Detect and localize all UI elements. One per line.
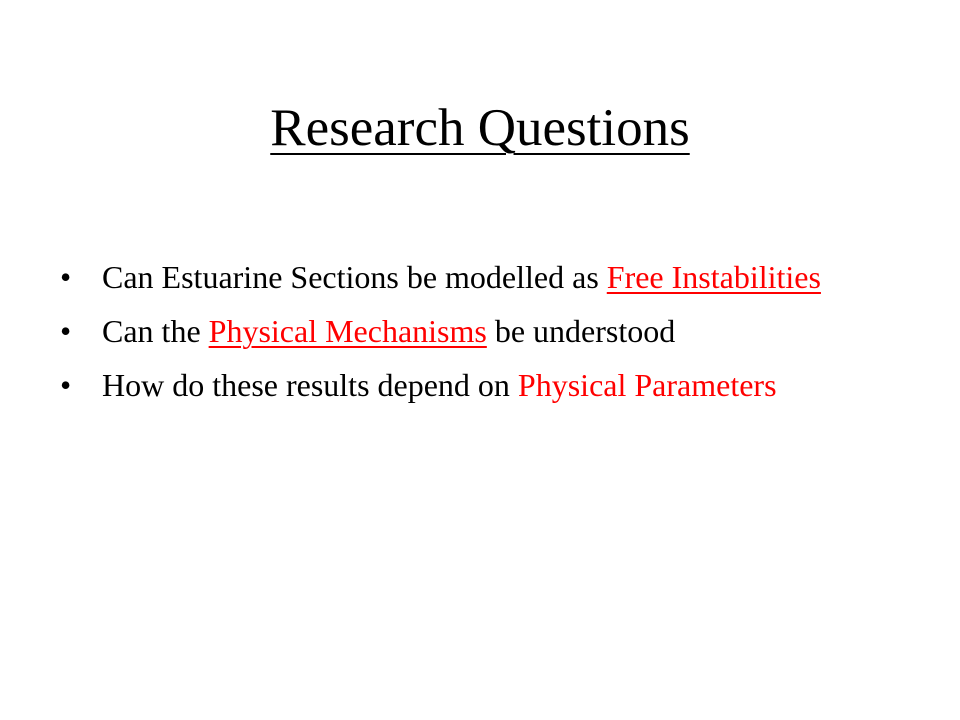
bullet-list (0, 258, 960, 420)
bullet-marker: • (60, 259, 72, 295)
bullet-item-1 (0, 258, 960, 296)
bullet-marker: • (60, 367, 72, 403)
bullet-text: Can the (102, 313, 209, 349)
highlight-link-physical-mechanisms[interactable]: Physical Mechanisms (208, 313, 487, 349)
bullet-item-3 (0, 366, 960, 404)
slide-title: Research Questions (270, 99, 690, 157)
bullet-text: Can Estuarine Sections be modelled as (102, 259, 607, 295)
bullet-text-post: be understood (486, 313, 676, 349)
highlight-link-free-instabilities[interactable]: Free Instabilities (606, 259, 821, 295)
bullet-marker: • (60, 313, 72, 349)
bullet-text: How do these results depend on (102, 367, 518, 403)
bullet-item-2 (0, 312, 960, 350)
highlight-text-physical-parameters: Physical Parameters (517, 367, 777, 403)
